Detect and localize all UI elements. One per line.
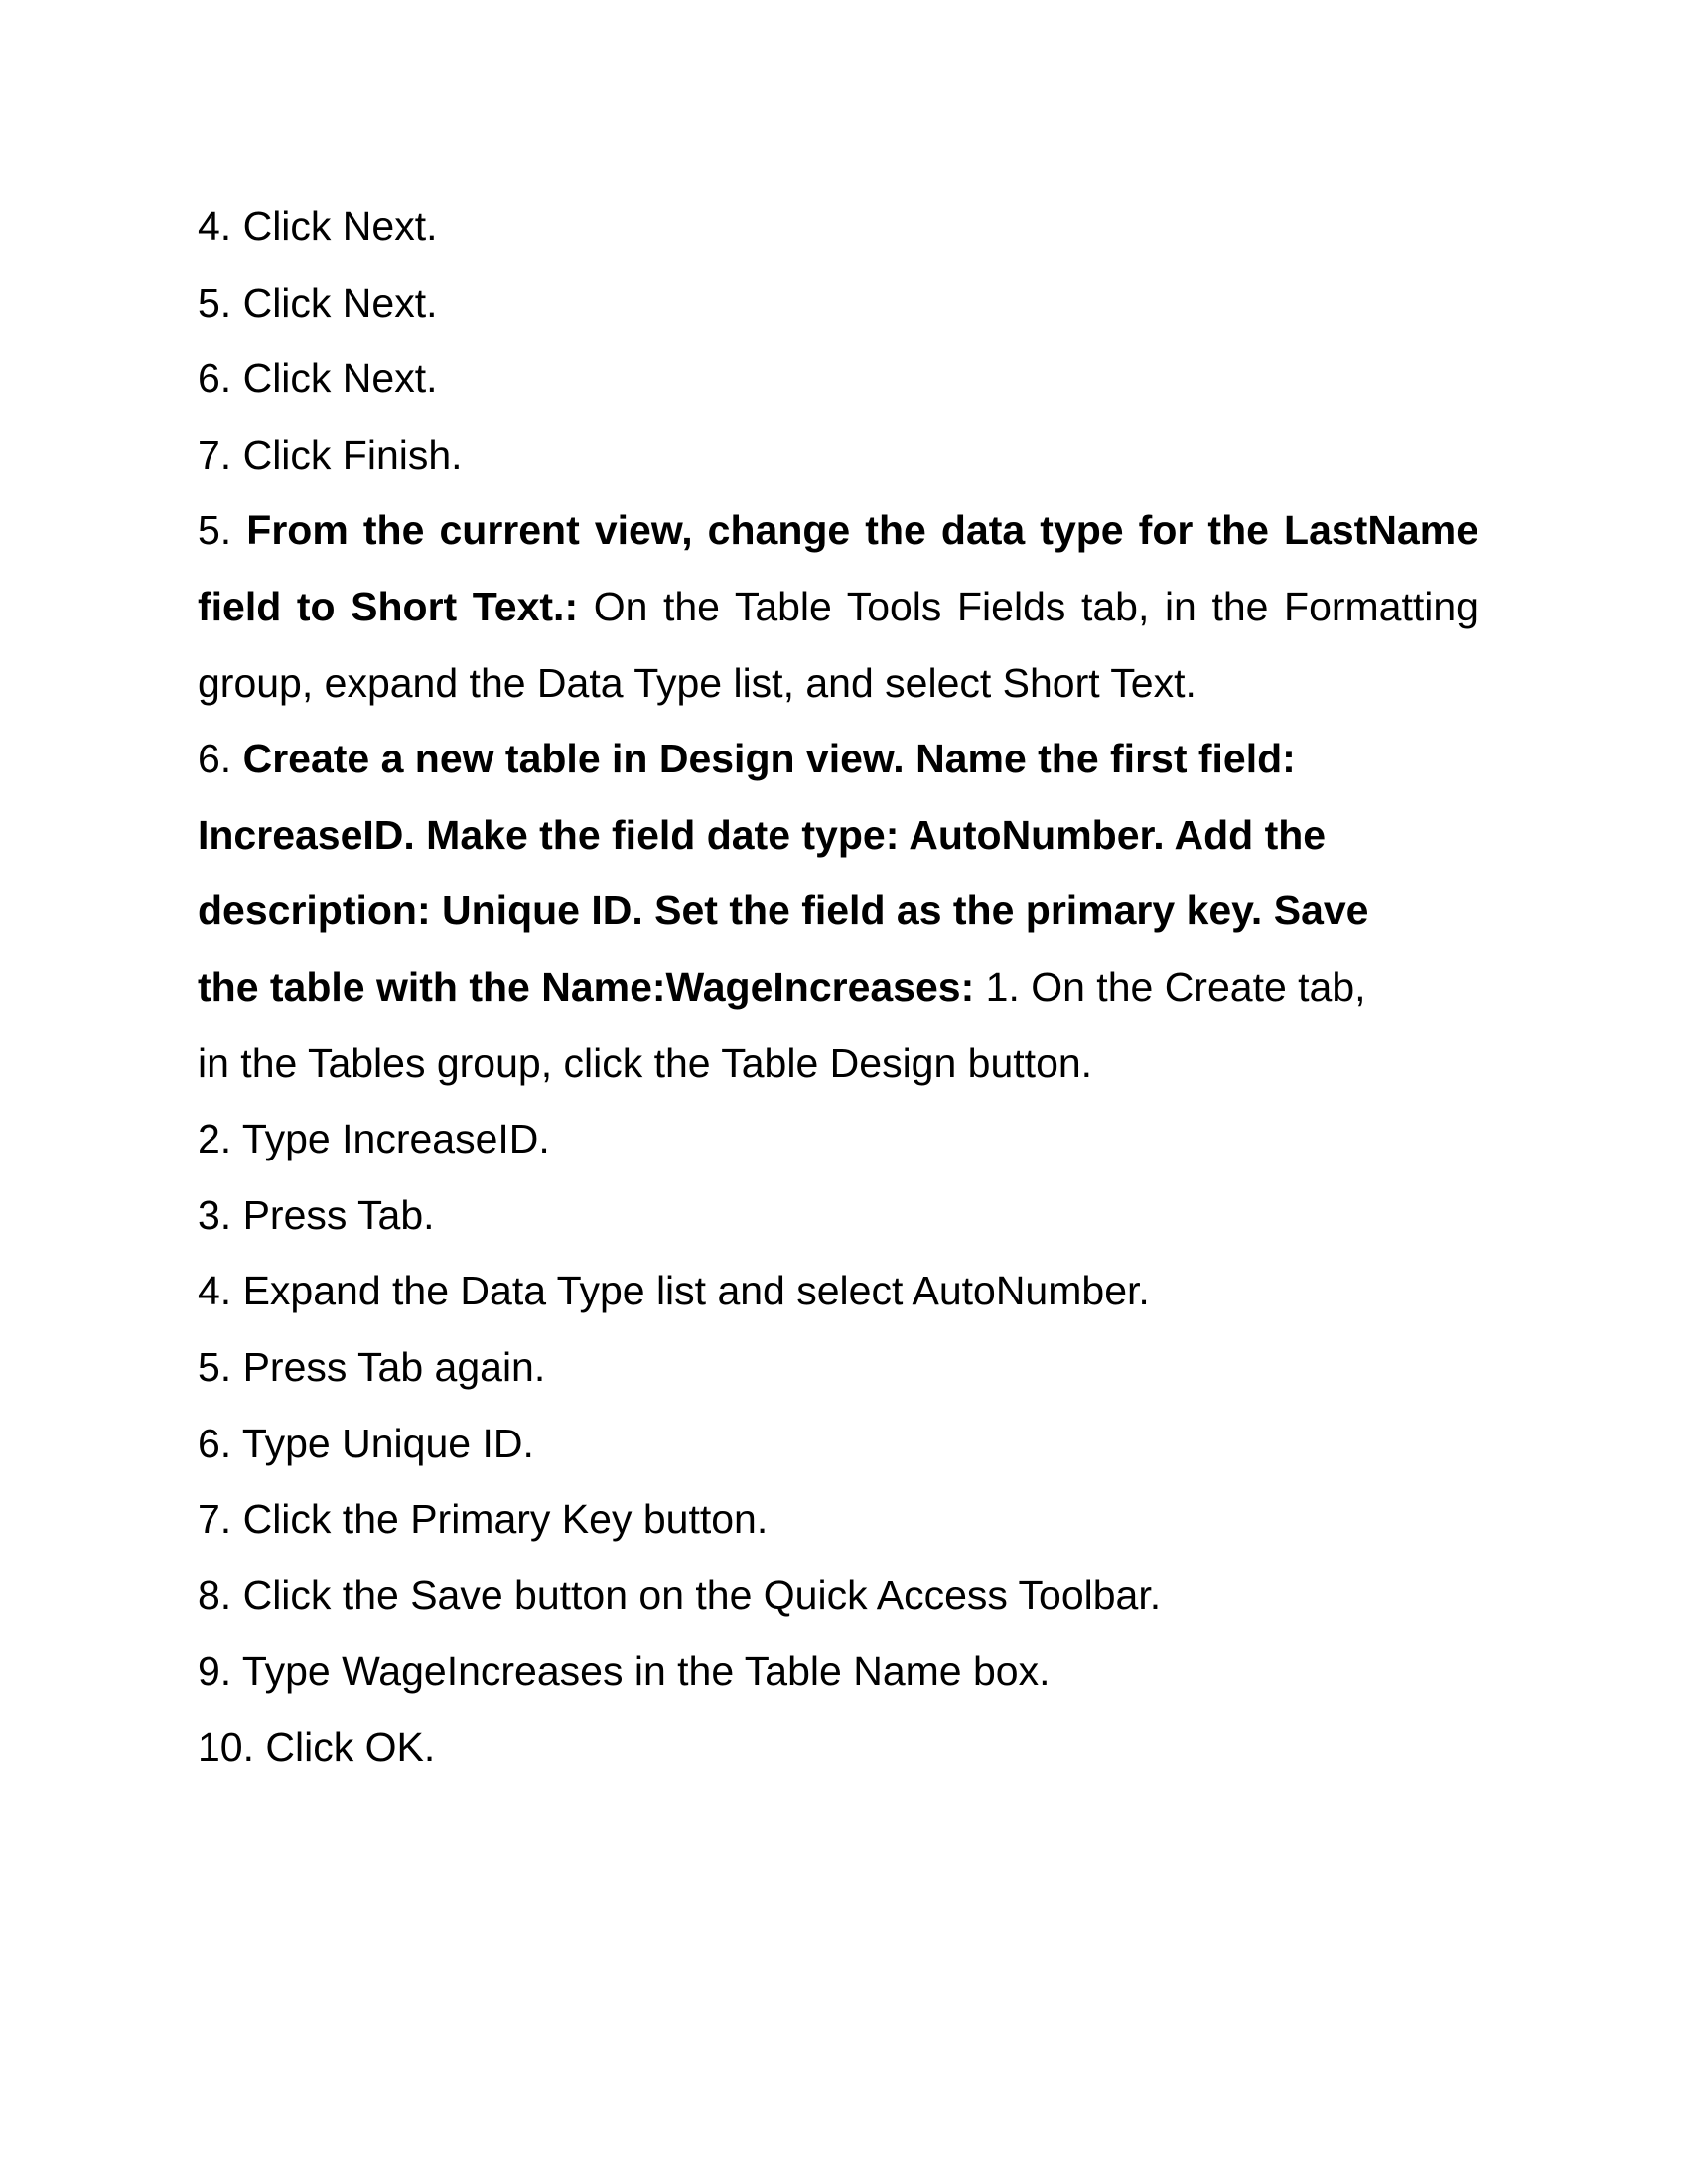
task-6-line-1	[198, 721, 1478, 797]
task-5-answer: On the Table Tools Fields tab, in the Formatting group, expand the Data Type list, and select Short Text.	[198, 583, 1478, 706]
task-6-instruction-line: IncreaseID. Make the field date type: AutoNumber. Add the	[198, 811, 1327, 858]
step-line: 2. Type IncreaseID.	[198, 1116, 550, 1162]
step-line: 4. Click Next.	[198, 204, 438, 249]
task-6-line-4	[198, 949, 1478, 1025]
document-body	[198, 189, 1478, 1785]
step-line: 5. Press Tab again.	[198, 1343, 546, 1390]
step-line: 6. Type Unique ID.	[198, 1420, 534, 1466]
step-line: 7. Click Finish.	[198, 431, 463, 478]
task-6-answer-continuation: in the Tables group, click the Table Design button.	[198, 1039, 1093, 1086]
step-line: 7. Click the Primary Key button.	[198, 1496, 769, 1543]
step-line: 5. Click Next.	[198, 279, 438, 326]
task-6-number: 6.	[198, 736, 243, 782]
step-line: 4. Expand the Data Type list and select AutoNumber.	[198, 1268, 1150, 1314]
task-5-paragraph	[198, 492, 1478, 721]
task-5-number: 5.	[198, 507, 247, 554]
task-6-instruction-line: description: Unique ID. Set the field as the primary key. Save	[198, 887, 1369, 934]
task-5-instruction: From the current view, change the data type for the LastName field to Short Text.:	[198, 507, 1478, 629]
task-6-instruction-line: Create a new table in Design view. Name the first field:	[242, 736, 1296, 782]
task-6-instruction-line: the table with the Name:WageIncreases:	[198, 963, 975, 1010]
task-6-answer-start: 1. On the Create tab,	[974, 963, 1366, 1010]
step-line: 8. Click the Save button on the Quick Access Toolbar.	[198, 1571, 1162, 1618]
step-line: 6. Click Next.	[198, 355, 438, 402]
step-line: 3. Press Tab.	[198, 1191, 435, 1238]
step-line: 9. Type WageIncreases in the Table Name box.	[198, 1648, 1051, 1695]
step-line: 10. Click OK.	[198, 1723, 436, 1770]
